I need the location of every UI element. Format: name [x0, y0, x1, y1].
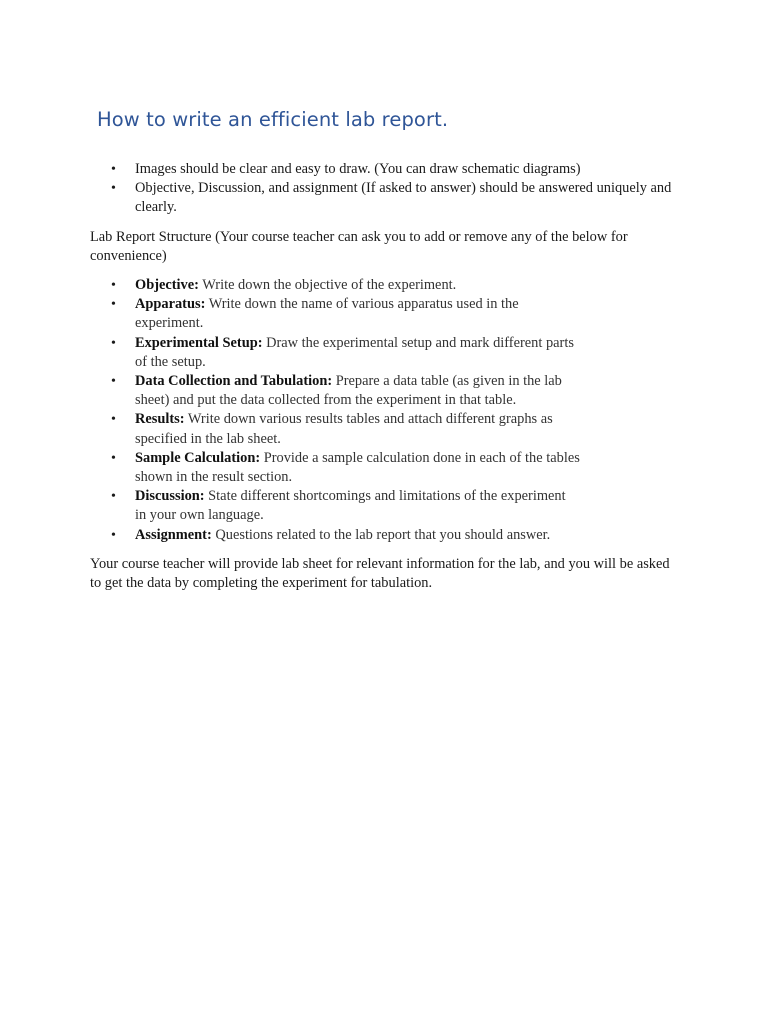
- list-item-description: Write down the name of various apparatus used in the experiment.: [135, 296, 519, 332]
- closing-paragraph: Your course teacher will provide lab sheet for relevant information for the lab, and you will be asked to get the data by completing the experiment for tabulation.: [90, 555, 670, 592]
- list-item: [90, 487, 580, 525]
- bullet-icon: •: [111, 489, 116, 505]
- document-body: [90, 106, 680, 593]
- list-item-description: Draw the experimental setup and mark different parts of the setup.: [135, 334, 574, 370]
- list-item: [90, 334, 580, 372]
- list-item-description: Prepare a data table (as given in the lab sheet) and put the data collected from the experiment in that table.: [135, 373, 562, 409]
- bullet-icon: •: [111, 374, 116, 390]
- structure-bullet-list: [90, 276, 580, 545]
- list-item-term: Apparatus:: [135, 296, 206, 313]
- list-item-term: Experimental Setup:: [135, 334, 263, 351]
- list-item-term: Sample Calculation:: [135, 449, 261, 466]
- list-item-text: Objective, Discussion, and assignment (If asked to answer) should be answered uniquely and clearly.: [135, 180, 672, 216]
- bullet-icon: •: [111, 527, 116, 543]
- bullet-icon: •: [111, 450, 116, 466]
- list-item-term: Assignment:: [135, 526, 212, 543]
- list-item: [90, 372, 580, 410]
- list-item: [90, 295, 580, 333]
- list-item-description: Write down various results tables and attach different graphs as specified in the lab sheet.: [135, 411, 553, 447]
- bullet-icon: •: [111, 278, 116, 294]
- list-item-term: Data Collection and Tabulation:: [135, 373, 333, 390]
- list-item-description: State different shortcomings and limitations of the experiment in your own language.: [135, 488, 566, 524]
- list-item: [90, 276, 580, 295]
- bullet-icon: •: [111, 412, 116, 428]
- document-title: How to write an efficient lab report.: [97, 108, 449, 131]
- list-item-term: Results:: [135, 411, 185, 428]
- list-item: [90, 526, 725, 545]
- list-item: [90, 160, 680, 179]
- bullet-icon: •: [111, 297, 116, 313]
- bullet-icon: •: [111, 181, 116, 197]
- list-item-term: Discussion:: [135, 488, 205, 505]
- bullet-icon: •: [111, 162, 116, 177]
- list-item: [90, 410, 580, 448]
- list-item: [90, 179, 680, 217]
- list-item-description: Questions related to the lab report that you should answer.: [211, 526, 551, 543]
- list-item-text: Images should be clear and easy to draw. (You can draw schematic diagrams): [135, 161, 581, 177]
- structure-intro-paragraph: Lab Report Structure (Your course teacher can ask you to add or remove any of the below for convenience): [90, 228, 628, 264]
- list-item-description: Write down the objective of the experiment.: [198, 277, 457, 294]
- bullet-icon: •: [111, 335, 116, 351]
- intro-bullet-list: [90, 160, 680, 218]
- list-item: [90, 449, 580, 487]
- list-item-description: Provide a sample calculation done in each of the tables shown in the result section.: [135, 449, 580, 486]
- list-item-term: Objective:: [135, 277, 199, 294]
